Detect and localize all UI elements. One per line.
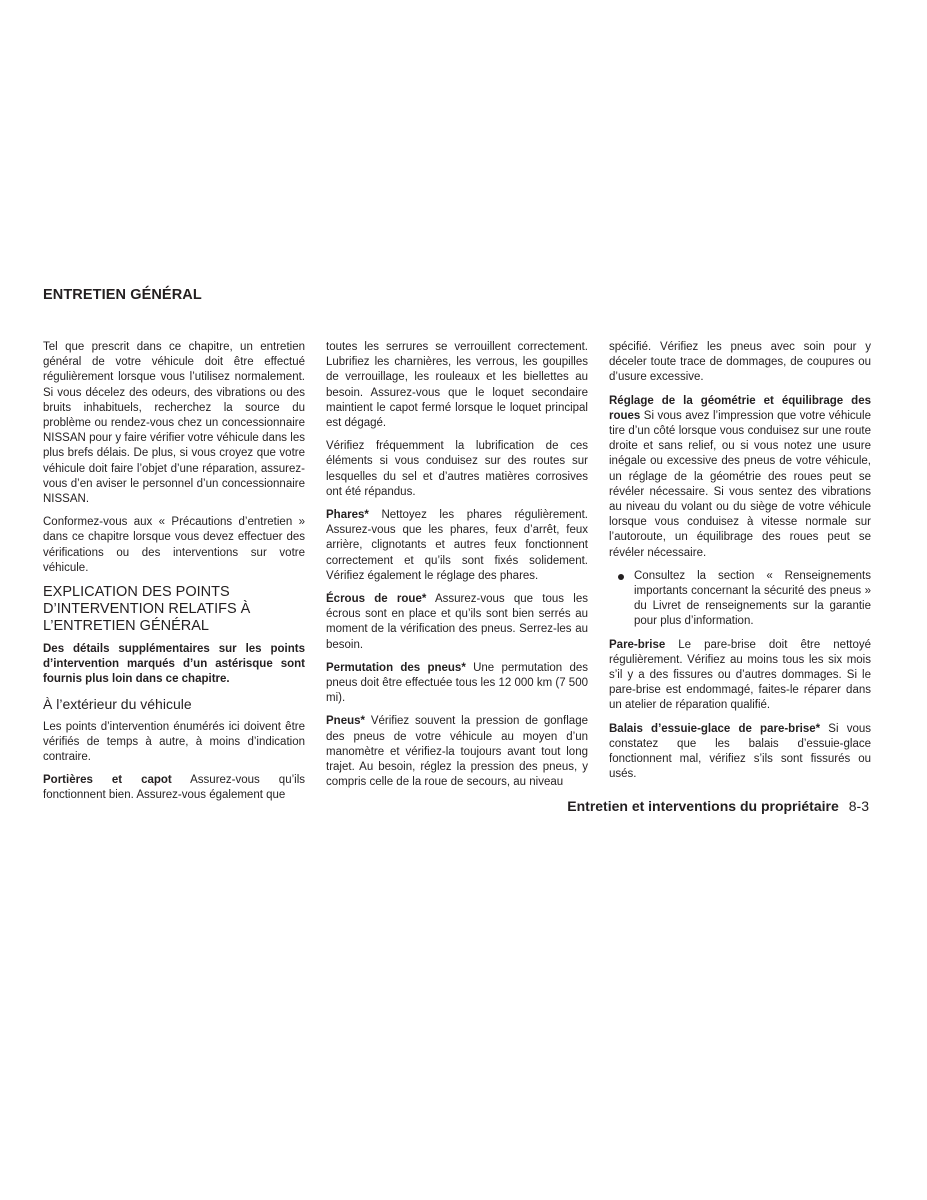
list-item <box>609 569 871 630</box>
chapter-title: Entretien et interventions du propriétaire <box>567 798 839 814</box>
page-footer <box>567 798 869 814</box>
phares-text: Nettoyez les phares régulièrement. Assurez-vous que les phares, feux d’arrêt, feux arrière, clignotants et autres feux fonctionnent correctement et qu’ils sont fixés solidement. Vérifiez également le réglage des phares. <box>326 509 588 582</box>
portieres-paragraph <box>43 773 305 803</box>
column-3 <box>609 340 871 790</box>
phares-paragraph <box>326 508 588 584</box>
ecrous-text: Assurez-vous que tous les écrous sont en place et qu’ils sont bien serrés au moment de la vérification des pneus. Serrez-les au besoin. <box>326 593 589 651</box>
precautions-paragraph: Conformez-vous aux « Précautions d’entretien » dans ce chapitre lorsque vous devez effectuer des vérifications ou des interventions sur votre véhicule. <box>43 516 305 574</box>
parebrise-text: Le pare-brise doit être nettoyé régulièrement. Vérifiez au moins tous les six mois s’il y a des fissures ou d’autres dommages. Si le pare-brise est endommagé, faites-le réparer dans un atelier de réparation qualifié. <box>609 638 871 712</box>
page-title: ENTRETIEN GÉNÉRAL <box>43 287 202 303</box>
balais-paragraph <box>609 722 871 783</box>
intervention-paragraph: Les points d’intervention énumérés ici doivent être vérifiés de temps à autre, à moins d’indication contraire. <box>43 720 305 764</box>
phares-lead: Phares* <box>326 509 369 522</box>
section-intro: Des détails supplémentaires sur les points d’intervention marqués d’un astérisque sont fournis plus loin dans ce chapitre. <box>43 643 305 686</box>
bullet-icon <box>618 574 624 580</box>
reglage-lead: Réglage de la géométrie et équilibrage des roues <box>609 394 871 422</box>
permutation-lead: Permutation des pneus* <box>326 661 466 674</box>
permutation-text: Une permutation des pneus doit être effectuée tous les 12 000 km (7 500 mi). <box>326 661 589 705</box>
ecrous-lead: Écrous de roue* <box>326 593 427 606</box>
portieres-text: Assurez-vous qu’ils fonctionnent bien. Assurez-vous également que <box>43 774 305 802</box>
subsection-title: À l’extérieur du véhicule <box>43 695 192 712</box>
section-title: EXPLICATION DES POINTS D’INTERVENTION RELATIFS À L’ENTRETIEN GÉNÉRAL <box>43 584 251 635</box>
parebrise-lead: Pare-brise <box>609 638 666 651</box>
lubrification-paragraph: Vérifiez fréquemment la lubrification de ces éléments si vous conduisez sur des routes sur lesquelles du sel et d’autres matières corrosives ont été répandus. <box>326 440 588 498</box>
bullet-text: Consultez la section « Renseignements importants concernant la sécurité des pneus » du Livret de renseignements sur la garantie pour plus d’information. <box>634 569 871 628</box>
balais-text: Si vous constatez que les balais d’essuie-glace fonctionnent mal, vérifiez s’ils sont fissurés ou usés. <box>609 722 871 781</box>
ecrous-paragraph <box>326 592 588 653</box>
pneus-paragraph <box>326 714 588 790</box>
reglage-text: Si vous avez l’impression que votre véhicule tire d’un côté lorsque vous conduisez sur une route droite et sans relief, ou si vous notez une usure inégale ou excessive des pneus de votre véhicule, un réglage de la géométrie des roues peut se révéler nécessaire. Si vous sentez des vibrations au niveau du volant ou du siège de votre véhicule lorsque vous conduisez à vitesse normale sur l’autoroute, un équilibrage des roues peut se révéler nécessaire. <box>609 409 871 559</box>
portieres-lead: Portières et capot <box>43 774 172 787</box>
bullet-list <box>609 569 871 630</box>
pneus-lead: Pneus* <box>326 715 365 728</box>
pneus-continued-paragraph: spécifié. Vérifiez les pneus avec soin pour y déceler toute trace de dommages, de coupures ou d’usure excessive. <box>609 341 871 384</box>
balais-lead: Balais d’essuie-glace de pare-brise* <box>609 722 821 735</box>
serrures-paragraph: toutes les serrures se verrouillent correctement. Lubrifiez les charnières, les verrous, les goupilles de verrouillage, les rouleaux et les biellettes au besoin. Assurez-vous que le loquet secondaire maintient le capot fermé lorsque le loquet principal est dégagé. <box>326 341 588 430</box>
column-1 <box>43 340 305 812</box>
page-number: 8-3 <box>848 798 869 814</box>
pneus-text: Vérifiez souvent la pression de gonflage des pneus de votre véhicule au moyen d’un manomètre et vérifiez-la toujours avant tout long trajet. Au besoin, réglez la pression des pneus, y compris celle de la roue de secours, au niveau <box>326 715 588 789</box>
column-2 <box>326 340 588 798</box>
intro-paragraph: Tel que prescrit dans ce chapitre, un entretien général de votre véhicule doit être effectué régulièrement lorsque vous l’utilisez normalement. Si vous décelez des odeurs, des vibrations ou des bruits inhabituels, recherchez la source du problème ou rendez-vous chez un concessionnaire NISSAN pour y faire vérifier votre véhicule dans les plus brefs délais. De plus, si vous croyez que votre véhicule doit faire l’objet d’une réparation, assurez-vous d’en aviser le personnel d’un concessionnaire NISSAN. <box>43 341 305 506</box>
parebrise-paragraph <box>609 638 871 714</box>
reglage-paragraph <box>609 394 871 561</box>
permutation-paragraph <box>326 661 588 707</box>
